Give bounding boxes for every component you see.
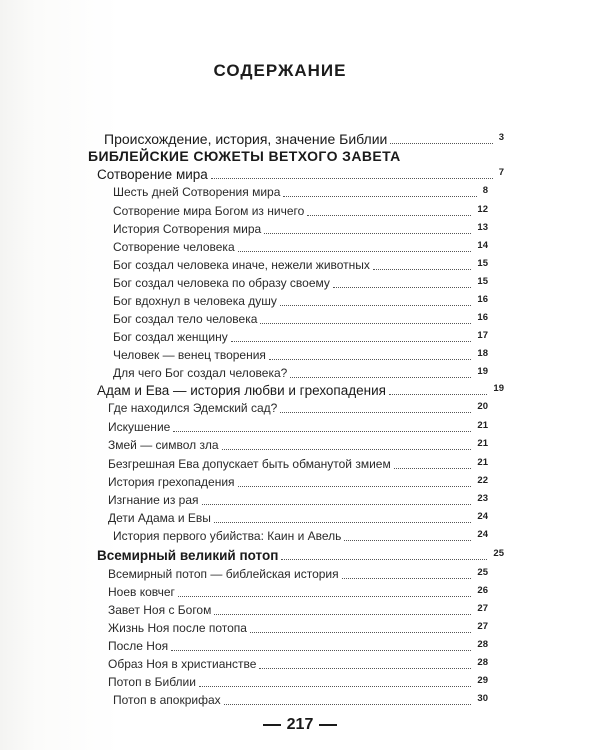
dot-leader xyxy=(269,358,471,360)
toc-item-page: 16 xyxy=(477,312,488,323)
section-title: Адам и Ева — история любви и грехопадения xyxy=(97,383,386,398)
toc-item[interactable] xyxy=(108,637,488,656)
dot-leader xyxy=(290,376,471,378)
dot-leader xyxy=(224,703,472,705)
toc-item-page: 21 xyxy=(477,457,488,468)
dot-leader xyxy=(214,521,472,523)
footer-dash-right xyxy=(319,724,337,726)
toc-item-page: 8 xyxy=(482,185,488,196)
dot-leader xyxy=(373,268,471,270)
toc-item-label: Потоп в апокрифах xyxy=(113,693,221,707)
section-heading[interactable] xyxy=(97,165,504,184)
toc-item[interactable] xyxy=(113,238,488,257)
toc-item[interactable] xyxy=(108,509,488,528)
toc-item-label: Ноев ковчег xyxy=(108,585,175,599)
toc-item-page: 27 xyxy=(477,603,488,614)
toc-item[interactable] xyxy=(108,399,488,418)
toc-item[interactable] xyxy=(113,310,488,329)
toc-item-label: После Ноя xyxy=(108,639,169,653)
dot-leader xyxy=(211,177,493,179)
toc-item-page: 12 xyxy=(477,204,488,215)
toc-item-label: Образ Ноя в христианстве xyxy=(108,657,257,671)
toc-item-label: Жизнь Ноя после потопа xyxy=(108,621,247,635)
toc-entry-page: 3 xyxy=(498,132,504,143)
toc-item-page: 18 xyxy=(477,348,488,359)
dot-leader xyxy=(199,685,471,687)
dot-leader xyxy=(231,340,472,342)
toc-item-label: Человек — венец творения xyxy=(113,348,266,362)
toc-item[interactable] xyxy=(113,292,488,311)
toc-item-label: Изгнание из рая xyxy=(108,493,199,507)
toc-entry-label: Происхождение, история, значение Библии xyxy=(104,131,388,147)
toc-item[interactable] xyxy=(113,274,488,293)
dot-leader xyxy=(259,667,471,669)
dot-leader xyxy=(394,467,472,469)
dot-leader xyxy=(333,286,472,288)
toc-item-page: 24 xyxy=(477,511,488,522)
dot-leader xyxy=(173,430,471,432)
dot-leader xyxy=(222,448,472,450)
dot-leader xyxy=(390,142,492,144)
toc-item-page: 27 xyxy=(477,621,488,632)
dot-leader xyxy=(171,649,471,651)
toc-item[interactable] xyxy=(113,328,488,347)
toc-item-label: Безгрешная Ева допускает быть обманутой змием xyxy=(108,457,391,471)
toc-item-label: Всемирный потоп — библейская история xyxy=(108,567,339,581)
toc-item-page: 13 xyxy=(477,222,488,233)
toc-item[interactable] xyxy=(108,436,488,455)
page-number: 217 xyxy=(286,716,314,733)
toc-item-page: 24 xyxy=(477,529,488,540)
toc-item-label: Для чего Бог создал человека? xyxy=(113,366,288,380)
toc-item-label: Бог создал тело человека xyxy=(113,312,258,326)
toc-item-label: История Сотворения мира xyxy=(113,222,262,236)
dot-leader xyxy=(250,631,471,633)
toc-item-page: 23 xyxy=(477,493,488,504)
dot-leader xyxy=(342,577,472,579)
toc-item-label: Где находился Эдемский сад? xyxy=(108,401,278,415)
toc-item-page: 28 xyxy=(477,657,488,668)
toc-item-page: 15 xyxy=(477,258,488,269)
toc-item-page: 21 xyxy=(477,438,488,449)
dot-leader xyxy=(389,393,487,395)
toc-item-label: Бог создал женщину xyxy=(113,330,228,344)
toc-item-page: 29 xyxy=(477,675,488,686)
toc-item-label: Дети Адама и Евы xyxy=(108,511,211,525)
toc-item[interactable] xyxy=(108,491,488,510)
toc-item-label: История грехопадения xyxy=(108,475,235,489)
section-page: 25 xyxy=(493,548,504,559)
section-title: Всемирный великий потоп xyxy=(97,548,279,563)
toc-item-page: 21 xyxy=(477,420,488,431)
toc-item[interactable] xyxy=(108,619,488,638)
page-title: СОДЕРЖАНИЕ xyxy=(213,61,347,80)
toc-item-label: Бог создал человека иначе, нежели животных xyxy=(113,258,370,272)
toc-item-label: История первого убийства: Каин и Авель xyxy=(113,529,342,543)
toc-item-label: Сотворение человека xyxy=(113,240,235,254)
toc-item[interactable] xyxy=(113,527,488,546)
toc-item[interactable] xyxy=(108,455,488,474)
toc-item-label: Бог создал человека по образу своему xyxy=(113,276,330,290)
toc-item-page: 14 xyxy=(477,240,488,251)
dot-leader xyxy=(214,613,471,615)
toc-item[interactable] xyxy=(113,202,488,221)
toc-item[interactable] xyxy=(108,655,488,674)
toc-item-page: 15 xyxy=(477,276,488,287)
part-heading: БИБЛЕЙСКИЕ СЮЖЕТЫ ВЕТХОГО ЗАВЕТА xyxy=(88,148,401,164)
toc-item[interactable] xyxy=(113,183,488,202)
toc-item[interactable] xyxy=(108,673,488,692)
toc-entry-top[interactable] xyxy=(104,130,504,149)
toc-item-label: Искушение xyxy=(108,420,171,434)
section-page: 19 xyxy=(493,383,504,394)
toc-item[interactable] xyxy=(113,346,488,365)
toc-item-page: 30 xyxy=(477,693,488,704)
dot-leader xyxy=(307,214,471,216)
section-title: Сотворение мира xyxy=(97,167,208,182)
dot-leader xyxy=(238,250,472,252)
toc-item-page: 22 xyxy=(477,475,488,486)
toc-item-label: Змей — символ зла xyxy=(108,438,219,452)
section-heading[interactable] xyxy=(97,381,504,400)
dot-leader xyxy=(238,485,472,487)
dot-leader xyxy=(202,503,472,505)
toc-item[interactable] xyxy=(113,691,488,710)
dot-leader xyxy=(178,595,472,597)
toc-item-page: 26 xyxy=(477,585,488,596)
toc-item[interactable] xyxy=(108,601,488,620)
toc-item-page: 17 xyxy=(477,330,488,341)
toc-item[interactable] xyxy=(108,583,488,602)
toc-item-page: 20 xyxy=(477,401,488,412)
section-page: 7 xyxy=(498,167,504,178)
toc-item-label: Завет Ноя с Богом xyxy=(108,603,212,617)
toc-item-label: Шесть дней Сотворения мира xyxy=(113,185,281,199)
toc-item-page: 28 xyxy=(477,639,488,650)
toc-item-page: 16 xyxy=(477,294,488,305)
dot-leader xyxy=(280,411,471,413)
toc-item[interactable] xyxy=(108,473,488,492)
toc-item-label: Бог вдохнул в человека душу xyxy=(113,294,277,308)
dot-leader xyxy=(281,558,487,560)
toc-item-label: Сотворение мира Богом из ничего xyxy=(113,204,305,218)
section-heading[interactable] xyxy=(97,546,504,565)
toc-item-page: 25 xyxy=(477,567,488,578)
toc-item-label: Потоп в Библии xyxy=(108,675,196,689)
footer-dash-left xyxy=(263,724,281,726)
dot-leader xyxy=(260,322,471,324)
page-footer xyxy=(0,716,600,734)
toc-item[interactable] xyxy=(113,220,488,239)
dot-leader xyxy=(264,232,471,234)
toc-item[interactable] xyxy=(108,418,488,437)
dot-leader xyxy=(283,195,476,197)
dot-leader xyxy=(344,539,471,541)
toc-item[interactable] xyxy=(108,565,488,584)
toc-item-page: 19 xyxy=(477,366,488,377)
dot-leader xyxy=(280,304,472,306)
toc-item[interactable] xyxy=(113,256,488,275)
